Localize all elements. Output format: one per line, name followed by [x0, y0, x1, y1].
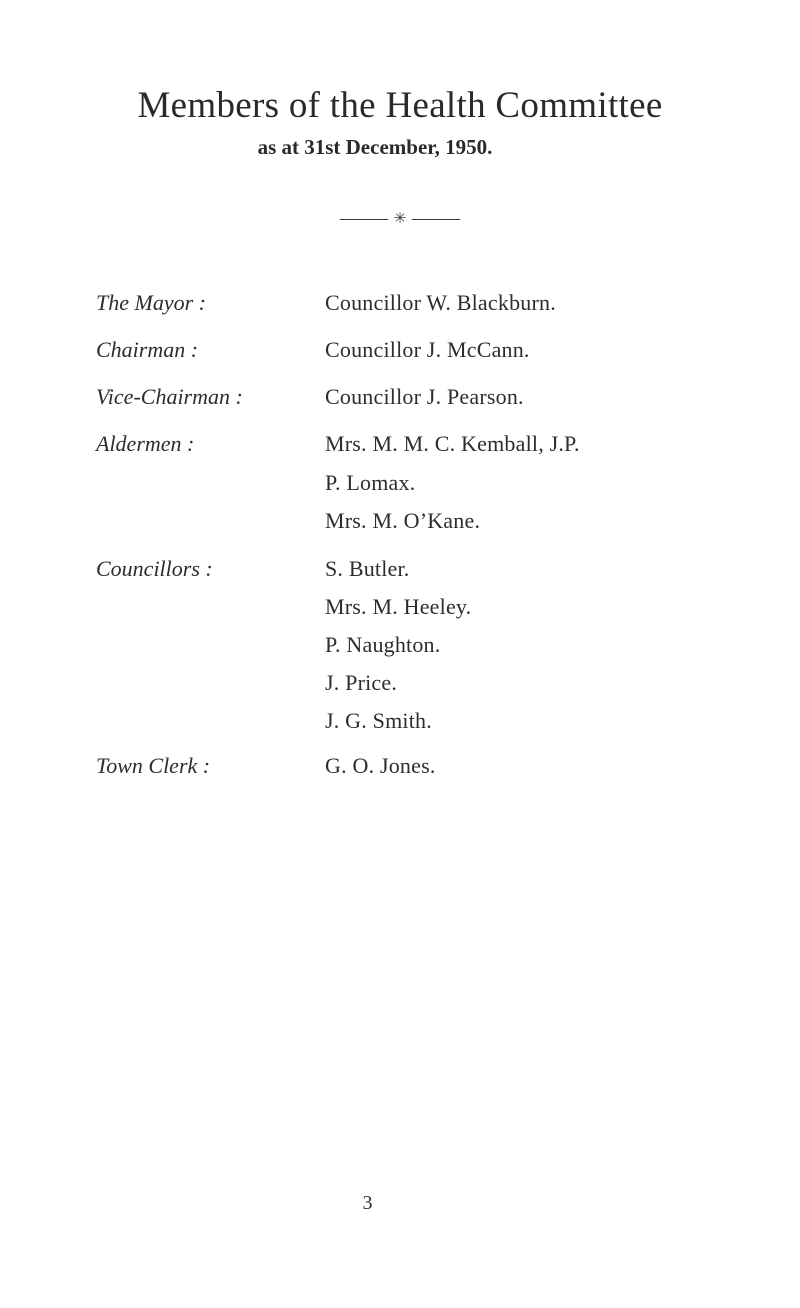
- member-name: P. Lomax.: [325, 470, 416, 495]
- divider-line-left: [340, 219, 388, 220]
- role-aldermen: Aldermen :: [96, 431, 195, 456]
- divider-line-right: [412, 219, 460, 220]
- document-title: Members of the Health Committee: [137, 85, 663, 126]
- role-town-clerk: Town Clerk :: [96, 753, 211, 778]
- member-name: P. Naughton.: [325, 632, 441, 657]
- member-name: S. Butler.: [325, 556, 410, 581]
- member-name: J. Price.: [325, 670, 398, 695]
- member-name: Councillor J. Pearson.: [325, 384, 524, 409]
- document-subtitle: as at 31st December, 1950.: [257, 135, 493, 159]
- member-name: Mrs. M. O’Kane.: [325, 508, 481, 533]
- role-mayor: The Mayor :: [96, 290, 206, 315]
- role-vice-chairman: Vice-Chairman :: [96, 384, 243, 409]
- member-name: Councillor J. McCann.: [325, 337, 530, 362]
- member-name: Mrs. M. Heeley.: [325, 594, 472, 619]
- member-name: G. O. Jones.: [325, 753, 436, 778]
- member-name: Mrs. M. M. C. Kemball, J.P.: [325, 431, 580, 456]
- role-chairman: Chairman :: [96, 337, 199, 362]
- page-number: 3: [362, 1192, 373, 1214]
- asterisk-icon: ✳: [393, 210, 407, 227]
- section-divider: [330, 209, 470, 229]
- member-name: J. G. Smith.: [325, 708, 432, 733]
- member-name: Councillor W. Blackburn.: [325, 290, 556, 315]
- role-councillors: Councillors :: [96, 556, 213, 581]
